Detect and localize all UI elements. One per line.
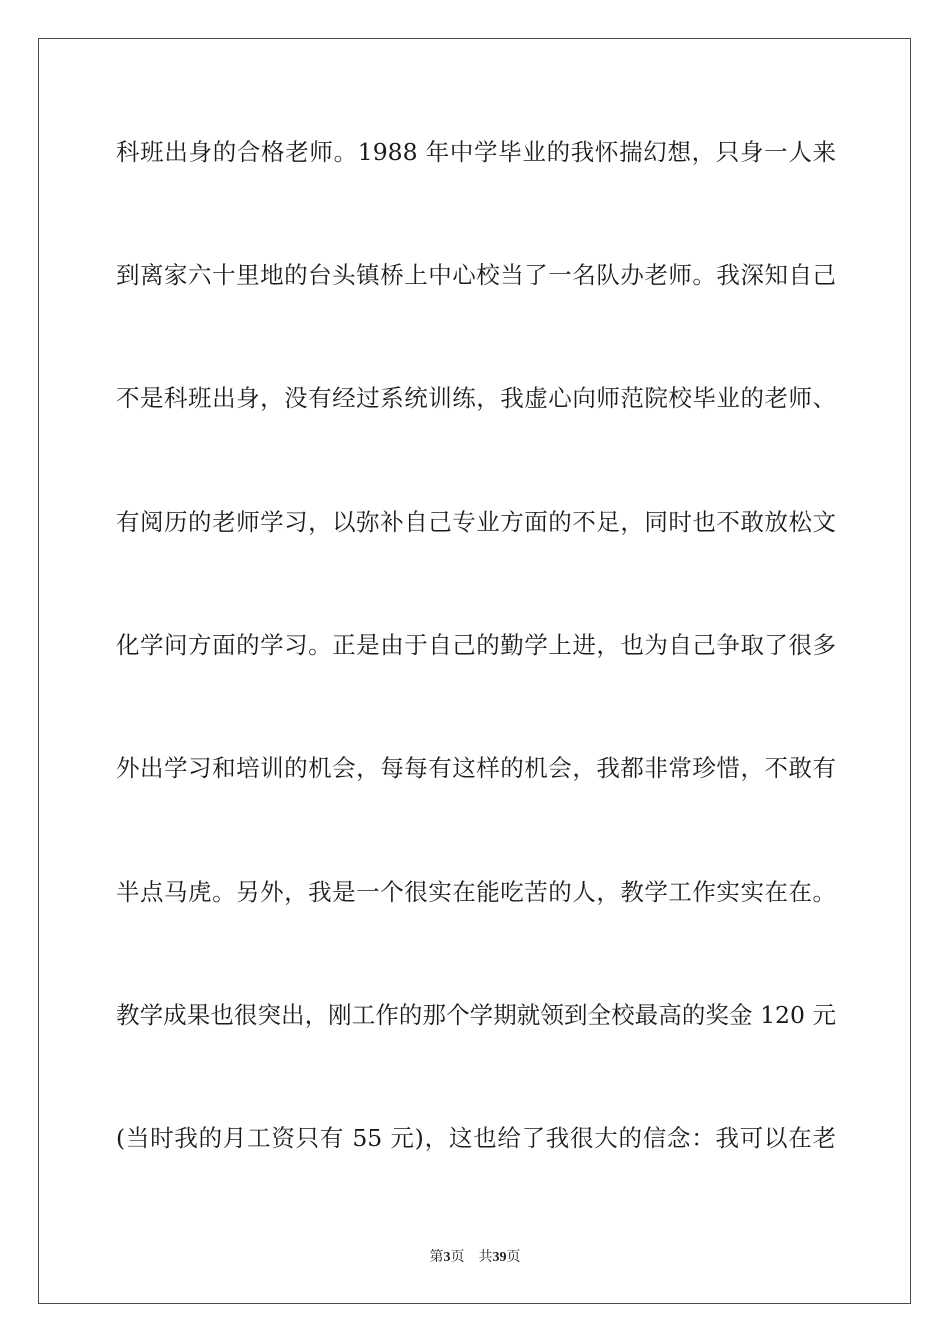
text-line: 有阅历的老师学习，以弥补自己专业方面的不足，同时也不敢放松文 [116, 508, 836, 536]
text-line: 科班出身的合格老师。1988 年中学毕业的我怀揣幻想，只身一人来 [116, 138, 836, 166]
text-line: 教学成果也很突出，刚工作的那个学期就领到全校最高的奖金 120 元 [116, 1001, 836, 1029]
text-line: 半点马虎。另外，我是一个很实在能吃苦的人，教学工作实实在在。 [116, 878, 836, 906]
page-number: 3 [443, 1250, 451, 1265]
total-pages: 39 [492, 1250, 507, 1265]
page-footer [0, 1247, 950, 1268]
total-prefix: 共 [478, 1249, 493, 1265]
page-suffix: 页 [450, 1249, 465, 1265]
text-line: 化学问方面的学习。正是由于自己的勤学上进，也为自己争取了很多 [116, 631, 836, 659]
text-line: 不是科班出身，没有经过系统训练，我虚心向师范院校毕业的老师、 [116, 384, 836, 412]
page-prefix: 第 [429, 1249, 444, 1265]
text-line: 外出学习和培训的机会，每每有这样的机会，我都非常珍惜，不敢有 [116, 754, 836, 782]
total-suffix: 页 [506, 1249, 521, 1265]
text-line: 到离家六十里地的台头镇桥上中心校当了一名队办老师。我深知自己 [116, 261, 836, 289]
text-line: (当时我的月工资只有 55 元)，这也给了我很大的信念：我可以在老 [116, 1124, 836, 1152]
page-border [38, 38, 911, 1304]
